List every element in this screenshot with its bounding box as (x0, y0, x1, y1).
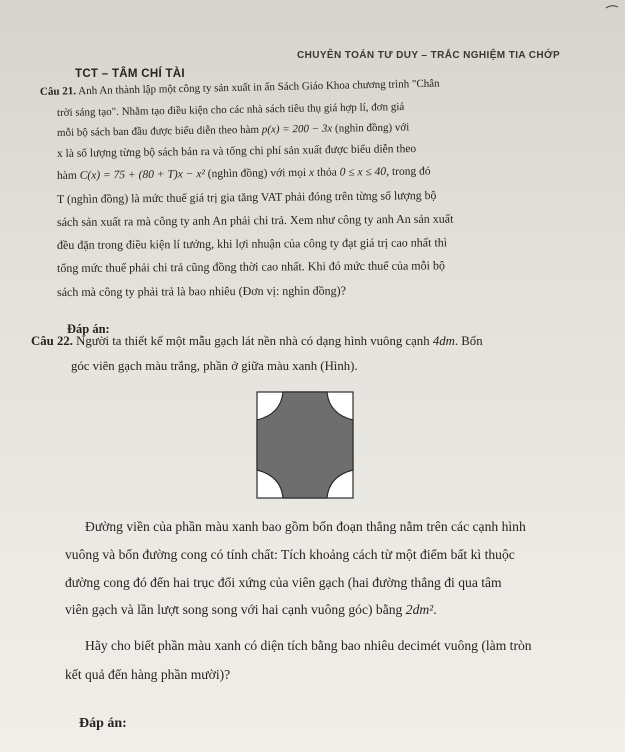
q22-paragraph-line-3: đường cong đó đến hai trục đối xứng của viên gạch (hai đường thẳng đi qua tâm (65, 575, 502, 590)
q22-paragraph-line-6: kết quả đến hàng phần mười)? (65, 667, 231, 682)
q21-line-5: hàm C(x) = 75 + (80 + T)x − x² (nghìn đồng) với mọi x thỏa 0 ≤ x ≤ 40, trong đó (56, 165, 431, 182)
q21-price-formula: p(x) = 200 − 3x (261, 122, 333, 136)
q22-line-2: góc viên gạch màu trắng, phần ở giữa màu xanh (Hình). (71, 359, 358, 373)
q21-line-10: sách mà công ty phải trả là bao nhiêu (Đơn vị: nghìn đồng)? (56, 283, 346, 299)
q22-product-value: 2dm² (405, 602, 434, 617)
q21-line-8: đều đặn trong điều kiện lí tưởng, khi lợi nhuận của công ty đạt giá trị cao nhất thì (56, 235, 448, 252)
q21-line-7: sách sản xuất ra mà công ty anh An phải chi trả. Xem như công ty anh An sản xuất (56, 211, 454, 229)
q22-paragraph-line-2: vuông và bốn đường cong có tính chất: Tích khoảng cách từ một điểm bất kì thuộc (65, 547, 515, 562)
q21-line-2: trời sáng tạo". Nhằm tạo điều kiện cho các nhà sách tiêu thụ giá hợp lí, đơn giá (56, 100, 405, 119)
q21-domain: 0 ≤ x ≤ 40 (339, 165, 387, 179)
q21-cost-formula: C(x) = 75 + (80 + T)x − x² (79, 168, 205, 182)
q21-line-3: mỗi bộ sách ban đầu được biểu diễn theo hàm p(x) = 200 − 3x (nghìn đồng) với (56, 121, 410, 139)
q21-line-4: x là số lượng từng bộ sách bán ra và tổng chi phí sản xuất được biểu diễn theo (56, 142, 417, 160)
q21-line-6: T (nghìn đồng) là mức thuế giá trị gia tăng VAT phải đóng trên từng số lượng bộ (56, 188, 437, 206)
corner-mark (605, 4, 619, 10)
q22-answer-label: Đáp án: (79, 716, 127, 731)
q21-answer-label: Đáp án: (67, 322, 110, 336)
q22-paragraph-line-5: Hãy cho biết phần màu xanh có diện tích bằng bao nhiêu decimét vuông (làm tròn (85, 638, 532, 653)
q22-side-length: 4dm (432, 334, 455, 348)
tile-figure (255, 390, 355, 500)
q22-paragraph-line-4: viên gạch và lần lượt song song với hai cạnh vuông góc) bằng 2dm². (65, 602, 437, 617)
q22-paragraph-line-1: Đường viền của phần màu xanh bao gồm bốn đoạn thẳng nằm trên các cạnh hình (85, 519, 526, 534)
header-author: TCT – TÂM CHÍ TÀI (75, 68, 185, 80)
header-series: CHUYÊN TOÁN TƯ DUY – TRẮC NGHIỆM TIA CHỚP (297, 50, 561, 61)
q21-line-9: tổng mức thuế phải chi trả cũng đồng thời cao nhất. Khi đó mức thuế của mỗi bộ (56, 258, 445, 275)
q21-label: Câu 21. (39, 85, 77, 98)
q22-line-1: Câu 22. Người ta thiết kế một mẫu gạch lát nền nhà có dạng hình vuông cạnh 4dm. Bốn (31, 334, 483, 348)
q22-label: Câu 22. (31, 334, 73, 348)
q21-line-1: Câu 21. Anh An thành lập một công ty sản xuất in ấn Sách Giáo Khoa chương trình "Chân (39, 77, 440, 98)
